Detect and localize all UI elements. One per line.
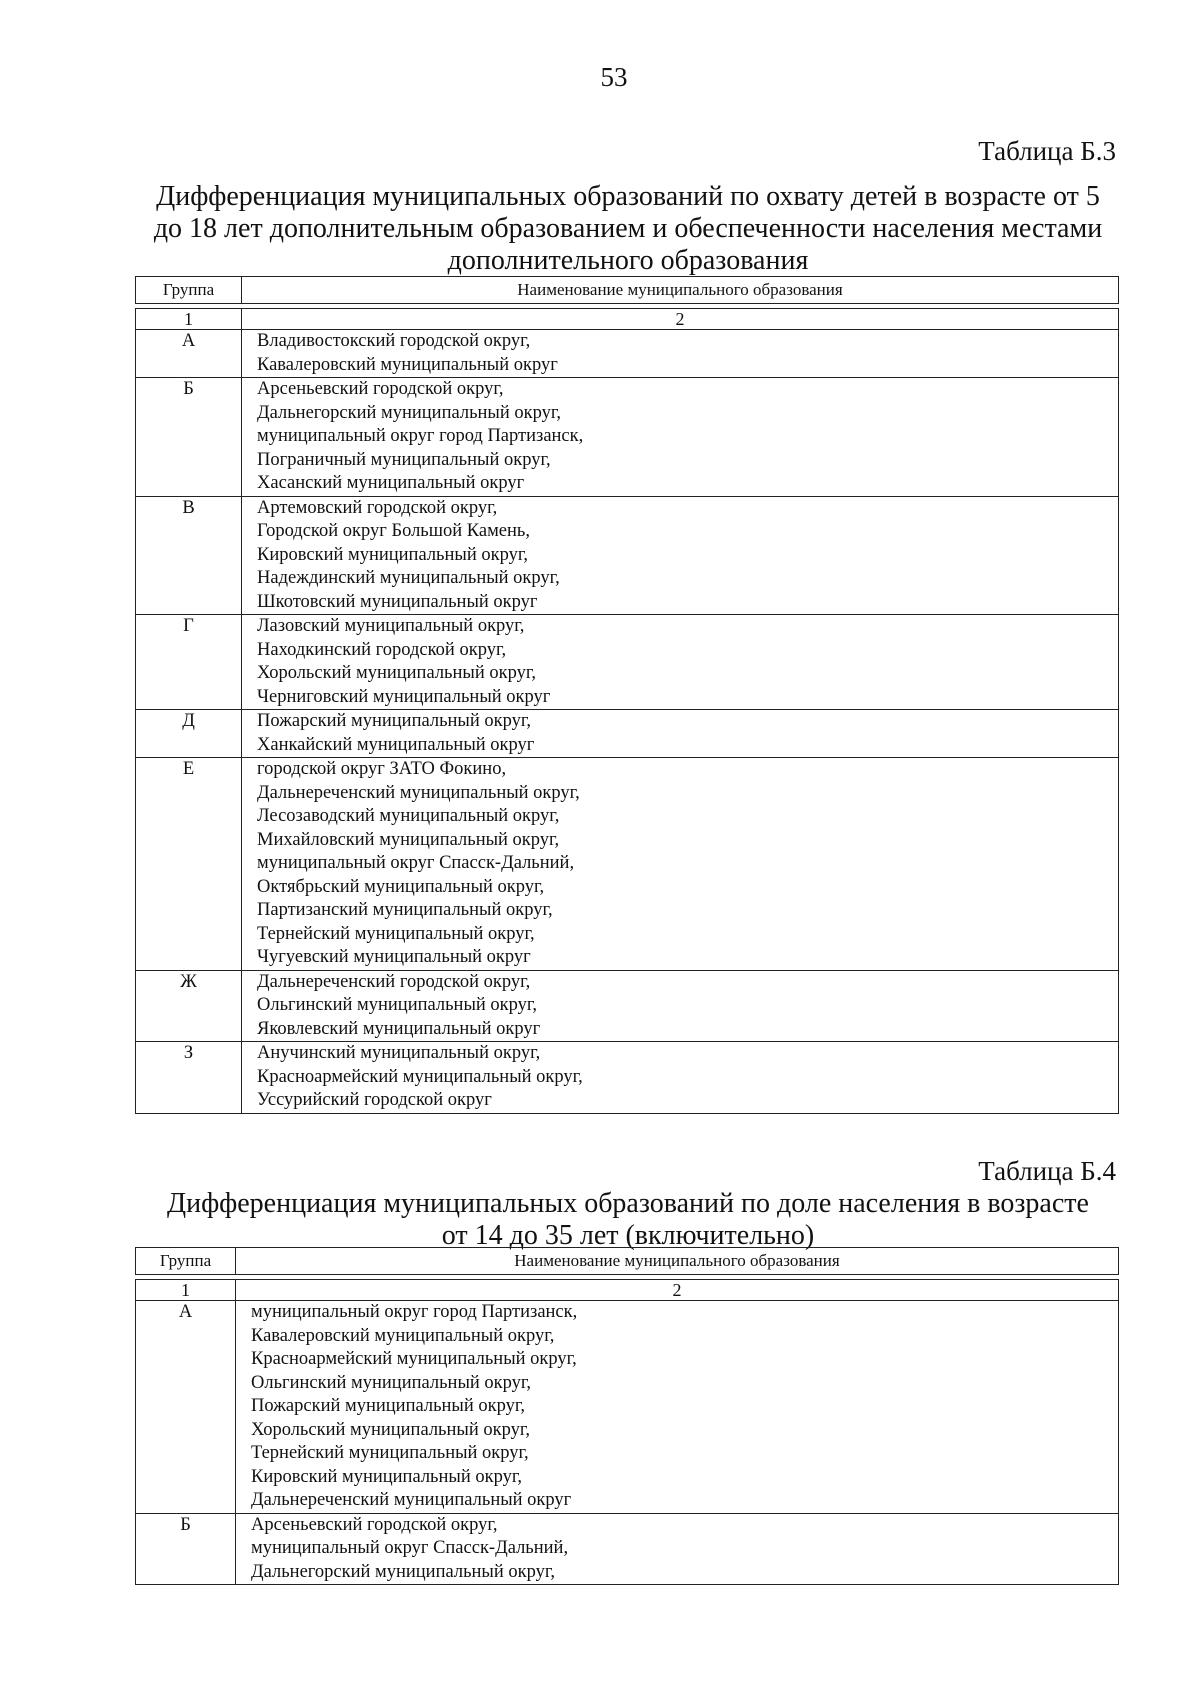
municipality-name: Хорольский муниципальный округ, [257,663,536,683]
municipality-name: Пожарский муниципальный округ, [251,1396,525,1416]
municipality-name: Анучинский муниципальный округ, [257,1043,541,1063]
municipality-name: Дальнегорский муниципальный округ, [251,1561,556,1582]
municipality-name: Надеждинский муниципальный округ, [257,568,560,588]
table-b4-title-line: от 14 до 35 лет (включительно) [441,1220,815,1251]
municipality-name: Тернейский муниципальный округ, [257,923,535,944]
municipality-name: муниципальный округ город Партизанск, [251,1302,578,1322]
table-row [136,710,1119,758]
municipality-name: Дальнереченский городской округ, [257,971,531,992]
municipality-name: Ханкайский муниципальный округ [257,734,535,755]
group-cell: В [136,496,242,615]
table-b3-title-line: Дифференциация муниципальных образований по охвату детей в возрасте от 5 [156,181,1100,212]
table-row [136,615,1119,710]
municipality-name: Черниговский муниципальный округ [257,686,551,707]
header-row [136,277,1119,304]
column-number-1: 1 [136,309,242,330]
group-cell: А [136,1301,236,1514]
group-cell: З [136,1042,242,1114]
names-cell [242,615,1119,710]
municipality-name: Пожарский муниципальный округ, [257,711,531,731]
municipality-name: муниципальный округ Спасск-Дальний, [251,1538,569,1558]
table-row [136,496,1119,615]
municipality-name: муниципальный округ город Партизанск, [257,426,584,446]
group-cell: Б [136,1513,236,1585]
table-row [136,758,1119,971]
municipality-name: Кавалеровский муниципальный округ, [251,1325,555,1346]
table-row [136,330,1119,378]
table-b4 [135,1247,1119,1585]
group-cell: Д [136,710,242,758]
municipality-name: Дальнереченский муниципальный округ [251,1490,572,1510]
municipality-name: Кировский муниципальный округ, [257,544,528,565]
names-cell [242,758,1119,971]
page-number: 53 [600,62,628,92]
names-cell [236,1301,1119,1514]
municipality-name: Яковлевский муниципальный округ [257,1018,541,1039]
group-cell: А [136,330,242,378]
table-row [136,1301,1119,1514]
table-b3-title [128,181,1128,277]
header-row [136,1248,1119,1275]
table-row [136,378,1119,497]
municipality-name: Уссурийский городской округ [257,1090,492,1110]
column-number-2: 2 [242,309,1119,330]
header-group: Группа [136,1248,236,1275]
municipality-name: Арсеньевский городской округ, [257,379,504,399]
names-cell [236,1513,1119,1585]
municipality-name: Красноармейский муниципальный округ, [257,1066,583,1087]
group-cell: Ж [136,970,242,1042]
names-cell [242,330,1119,378]
names-cell [242,710,1119,758]
table-b3 [135,276,1119,1114]
names-cell [242,496,1119,615]
municipality-name: Пограничный муниципальный округ, [257,449,551,470]
municipality-name: Дальнегорский муниципальный округ, [257,402,562,423]
municipality-name: Лесозаводский муниципальный округ, [257,806,560,826]
municipality-name: Городской округ Большой Камень, [257,521,530,541]
municipality-name: Кировский муниципальный округ, [251,1466,522,1487]
column-number-row [136,309,1119,330]
table-row [136,970,1119,1042]
municipality-name: Ольгинский муниципальный округ, [257,995,538,1015]
column-number-row [136,1280,1119,1301]
table-row [136,1513,1119,1585]
table-b3-title-line: до 18 лет дополнительным образованием и обеспеченности населения местами [153,213,1103,244]
names-cell [242,970,1119,1042]
municipality-name: Шкотовский муниципальный округ [257,591,538,612]
municipality-name: Октябрьский муниципальный округ, [257,876,545,897]
municipality-name: городской округ ЗАТО Фокино, [257,759,507,779]
municipality-name: Арсеньевский городской округ, [251,1514,498,1535]
municipality-name: Чугуевский муниципальный округ [257,947,531,967]
column-number-1: 1 [136,1280,236,1301]
table-row [136,1042,1119,1114]
names-cell [242,1042,1119,1114]
municipality-name: Партизанский муниципальный округ, [257,900,553,920]
table-b3-label: Таблица Б.3 [978,136,1116,166]
municipality-name: Кавалеровский муниципальный округ [257,354,558,375]
group-cell: Б [136,378,242,497]
municipality-name: Михайловский муниципальный округ, [257,829,560,850]
municipality-name: Тернейский муниципальный округ, [251,1443,529,1463]
municipality-name: Лазовский муниципальный округ, [257,616,525,636]
header-name: Наименование муниципального образования [236,1248,1119,1275]
municipality-name: Владивостокский городской округ, [257,331,531,351]
header-group: Группа [136,277,242,304]
municipality-name: Артемовский городской округ, [257,497,498,518]
municipality-name: муниципальный округ Спасск-Дальний, [257,853,575,873]
table-b3-title-line: дополнительного образования [447,245,809,276]
municipality-name: Хорольский муниципальный округ, [251,1419,530,1440]
header-name: Наименование муниципального образования [242,277,1119,304]
table-b4-title [128,1188,1128,1252]
municipality-name: Ольгинский муниципальный округ, [251,1372,532,1393]
municipality-name: Дальнереченский муниципальный округ, [257,782,580,803]
group-cell: Г [136,615,242,710]
names-cell [242,378,1119,497]
column-number-2: 2 [236,1280,1119,1301]
group-cell: Е [136,758,242,971]
municipality-name: Находкинский городской округ, [257,639,507,660]
municipality-name: Красноармейский муниципальный округ, [251,1349,577,1369]
municipality-name: Хасанский муниципальный округ [257,473,525,493]
table-b4-label: Таблица Б.4 [978,1156,1116,1186]
table-b4-title-line: Дифференциация муниципальных образований по доле населения в возрасте [167,1188,1089,1219]
